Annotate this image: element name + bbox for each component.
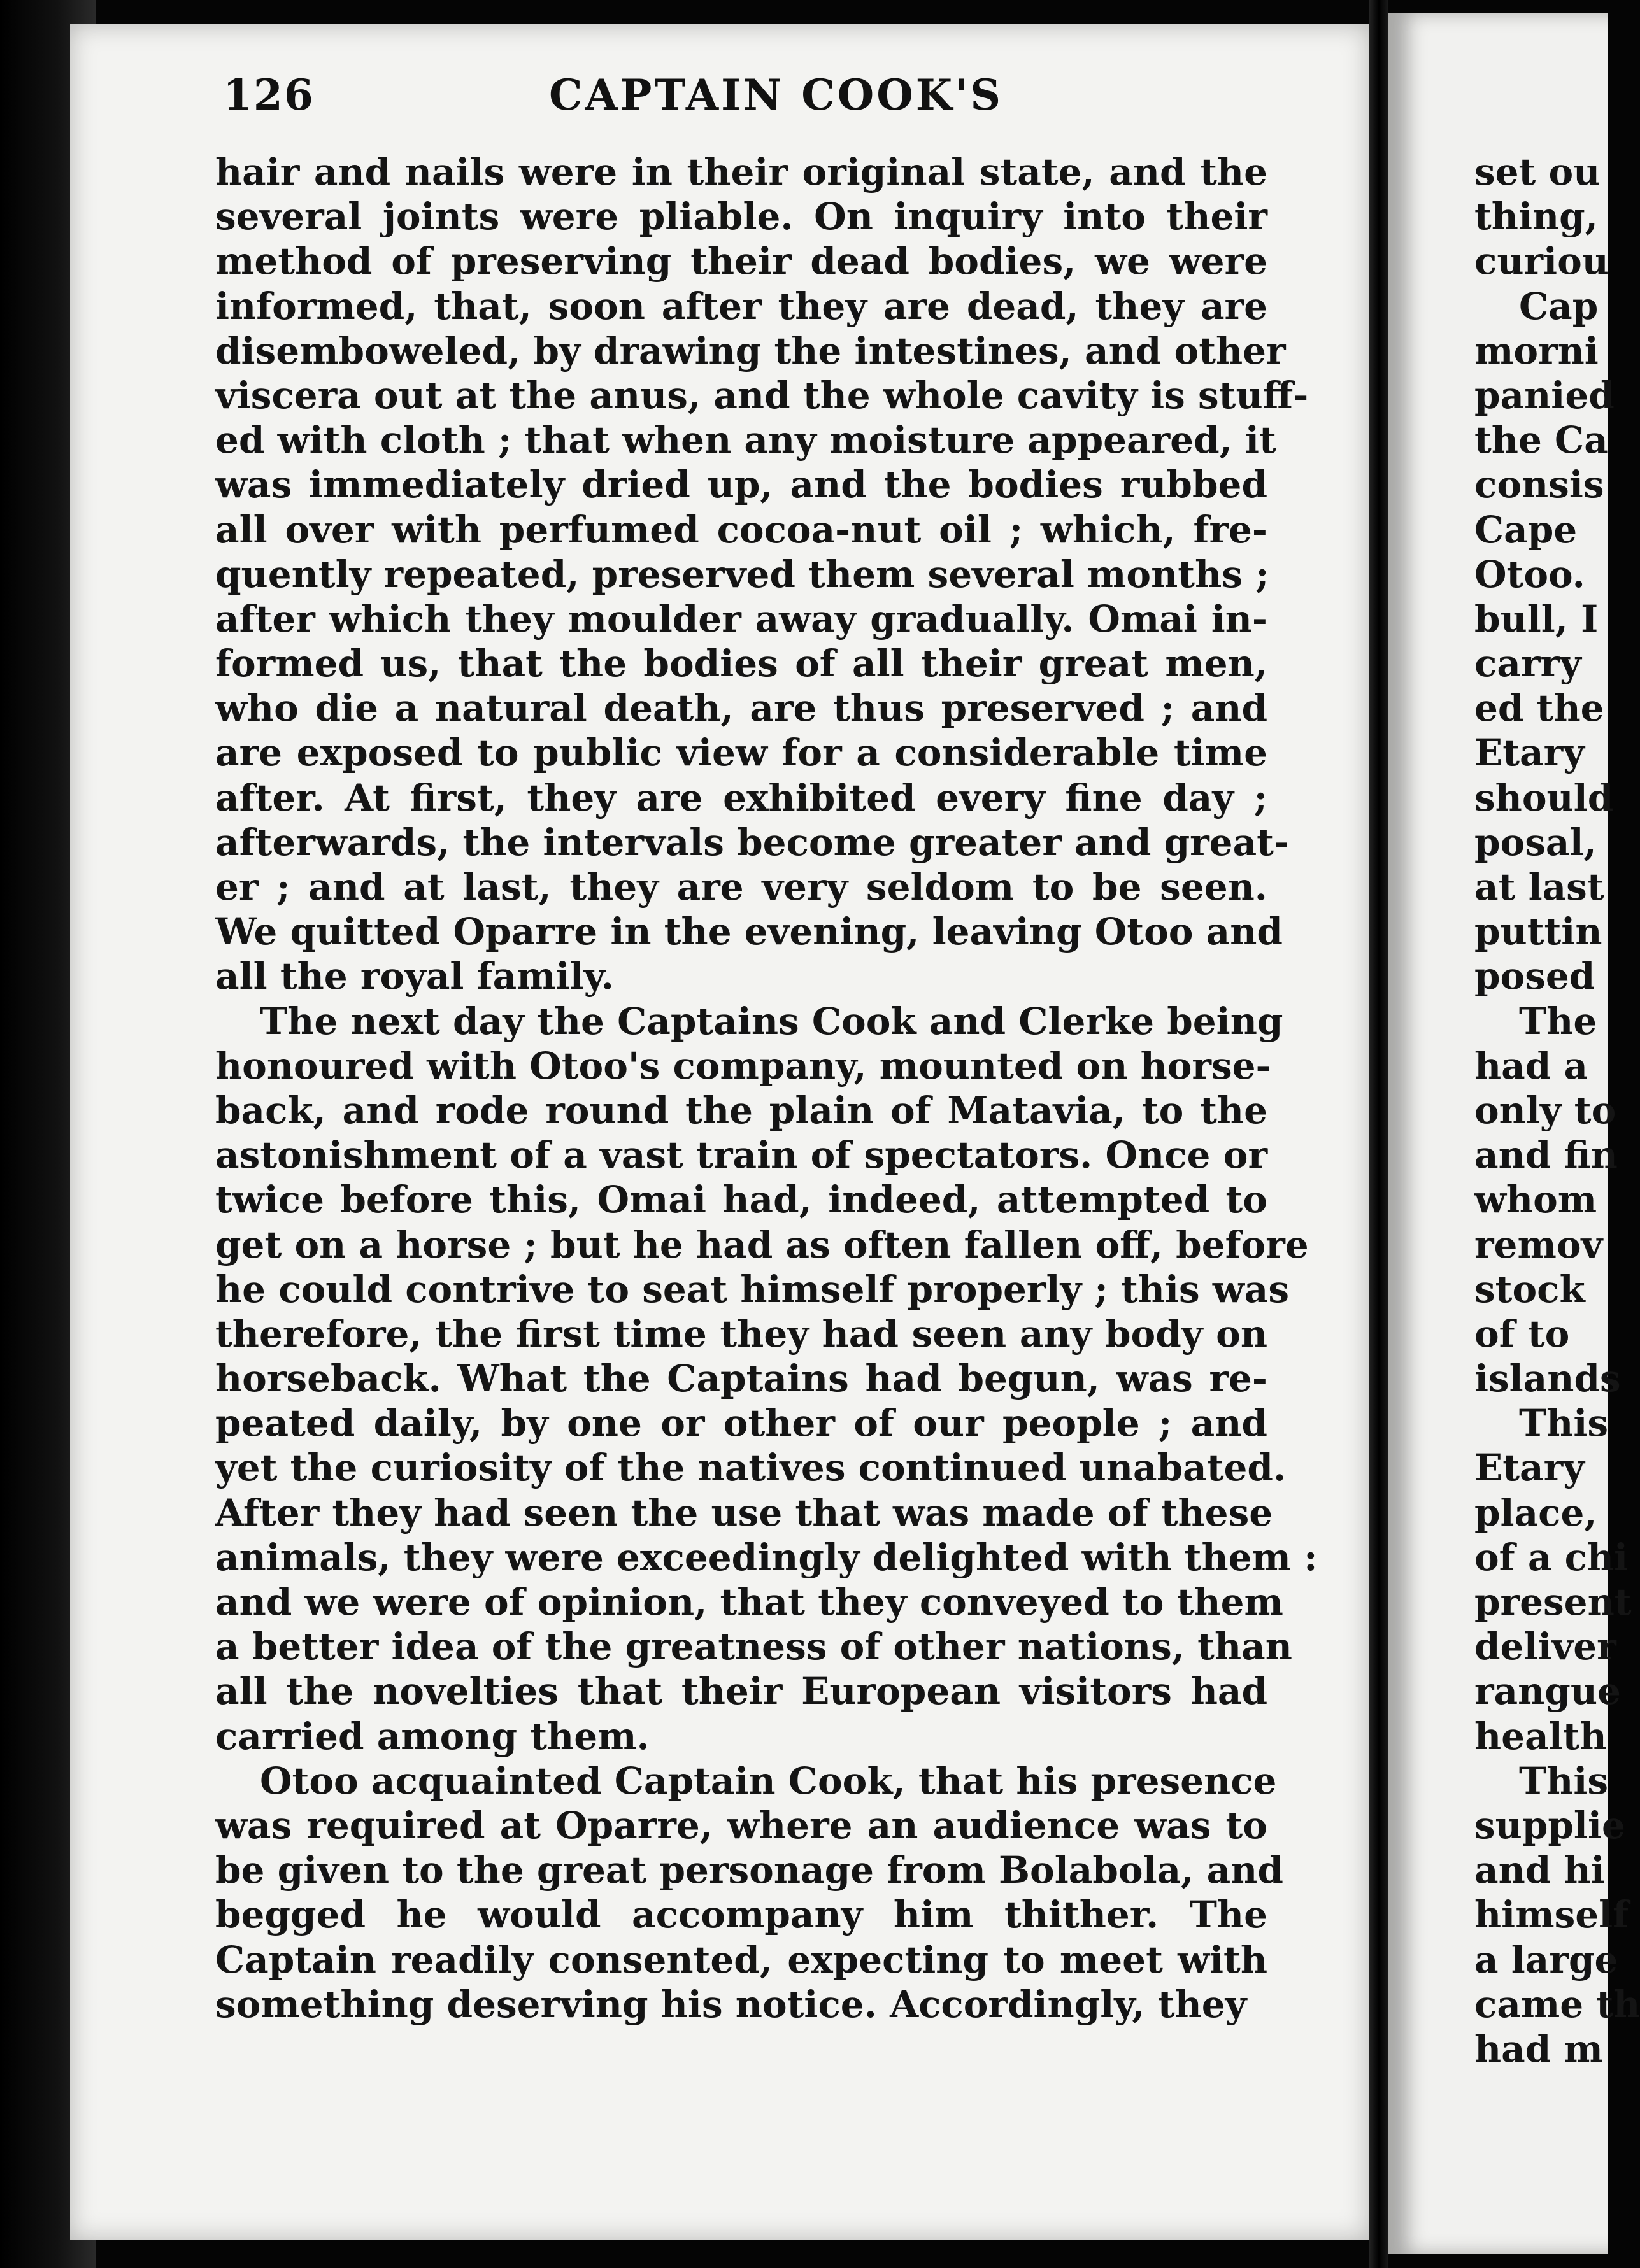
right-text-line: Cape (1474, 507, 1578, 551)
right-text-line: This (1519, 1401, 1609, 1445)
text-line: who die a natural death, are thus preserved ; and (215, 686, 1267, 730)
text-line: horseback. What the Captains had begun, was re- (215, 1357, 1267, 1401)
text-line: was immediately dried up, and the bodies rubbed (215, 463, 1267, 507)
right-text-line: remov (1474, 1223, 1603, 1266)
right-text-line: This (1519, 1759, 1609, 1803)
text-line: therefore, the first time they had seen any body on (215, 1312, 1267, 1356)
text-line: carried among them. (215, 1714, 650, 1758)
right-text-line: Otoo. (1474, 552, 1585, 596)
text-line: quently repeated, preserved them several months ; (215, 552, 1269, 596)
text-line: he could contrive to seat himself properly ; this was (215, 1267, 1289, 1311)
right-text-line: should (1474, 776, 1614, 819)
text-line: back, and rode round the plain of Matavia, to the (215, 1088, 1267, 1132)
right-text-line: consis (1474, 463, 1604, 507)
text-line: after. At first, they are exhibited every fine day ; (215, 776, 1267, 819)
right-text-line: morni (1474, 329, 1599, 372)
right-text-line: set ou (1474, 150, 1601, 194)
right-text-line: rangue (1474, 1669, 1621, 1713)
text-line: are exposed to public view for a considerable time (215, 731, 1267, 775)
right-text-line: present (1474, 1580, 1632, 1624)
running-head (148, 70, 1307, 134)
text-line: disemboweled, by drawing the intestines, and other (215, 329, 1286, 372)
right-text-line: only to (1474, 1088, 1616, 1132)
text-line: be given to the great personage from Bolabola, and (215, 1848, 1283, 1892)
right-text-line: carry (1474, 642, 1581, 686)
right-text-line: curiou (1474, 239, 1609, 283)
right-text-line: supplie (1474, 1803, 1625, 1847)
text-line: We quitted Oparre in the evening, leaving Otoo and (215, 910, 1283, 954)
right-text-line: of to (1474, 1312, 1570, 1356)
text-line: several joints were pliable. On inquiry into their (215, 195, 1267, 239)
text-line: twice before this, Omai had, indeed, attempted to (215, 1178, 1267, 1222)
text-line: all the novelties that their European visitors had (215, 1669, 1267, 1713)
text-line: informed, that, soon after they are dead, they are (215, 284, 1267, 328)
text-line: begged he would accompany him thither. The (215, 1893, 1267, 1937)
text-line: Captain readily consented, expecting to meet with (215, 1938, 1267, 1981)
right-text-line: had a (1474, 1044, 1588, 1088)
text-line: get on a horse ; but he had as often fallen off, before (215, 1223, 1309, 1266)
text-line: a better idea of the greatness of other nations, than (215, 1625, 1292, 1669)
text-line: and we were of opinion, that they conveyed to them (215, 1580, 1283, 1624)
right-text-line: and fin (1474, 1133, 1618, 1177)
right-text-line: Etary (1474, 731, 1585, 775)
right-text-line: and hi (1474, 1848, 1605, 1892)
text-line: peated daily, by one or other of our people ; and (215, 1401, 1267, 1445)
text-line: honoured with Otoo's company, mounted on horse- (215, 1044, 1271, 1088)
page-title: CAPTAIN COOK'S (549, 70, 1004, 120)
right-text-line: Cap (1519, 284, 1599, 328)
text-line: method of preserving their dead bodies, we were (215, 239, 1267, 283)
text-line: yet the curiosity of the natives continued unabated. (215, 1446, 1287, 1490)
text-line: all the royal family. (215, 954, 614, 998)
right-text-line: puttin (1474, 910, 1602, 954)
right-text-line: The (1519, 999, 1597, 1043)
right-text-line: islands (1474, 1357, 1621, 1401)
page-number: 126 (223, 70, 315, 120)
right-page-text (1474, 150, 1640, 2071)
right-text-line: came th (1474, 1982, 1640, 2026)
right-text-line: bull, I (1474, 597, 1599, 641)
right-text-line: posal, (1474, 820, 1597, 864)
text-line: formed us, that the bodies of all their great men, (215, 642, 1267, 686)
right-text-line: at last (1474, 865, 1604, 909)
body-text (215, 150, 1318, 2027)
text-line: er ; and at last, they are very seldom to be seen. (215, 865, 1267, 909)
text-line: Otoo acquainted Captain Cook, that his presence (260, 1759, 1277, 1803)
right-text-line: a large (1474, 1938, 1618, 1981)
text-line: astonishment of a vast train of spectators. Once or (215, 1133, 1267, 1177)
book-gutter (1369, 0, 1388, 2268)
text-line: all over with perfumed cocoa-nut oil ; which, fre- (215, 507, 1267, 551)
right-text-line: Etary (1474, 1446, 1585, 1490)
right-text-line: panied (1474, 373, 1615, 417)
text-line: viscera out at the anus, and the whole cavity is stuff- (215, 373, 1309, 417)
right-text-line: of a chi (1474, 1535, 1629, 1579)
text-line: ed with cloth ; that when any moisture appeared, it (215, 418, 1276, 462)
text-line: afterwards, the intervals become greater and great- (215, 820, 1290, 864)
right-text-line: had m (1474, 2027, 1603, 2071)
right-text-line: place, (1474, 1491, 1597, 1534)
right-text-line: stock (1474, 1267, 1585, 1311)
right-text-line: himself (1474, 1893, 1629, 1937)
text-line: something deserving his notice. Accordingly, they (215, 1982, 1247, 2026)
right-text-line: whom (1474, 1178, 1597, 1222)
text-line: hair and nails were in their original state, and the (215, 150, 1267, 194)
right-text-line: thing, (1474, 195, 1598, 239)
text-line: After they had seen the use that was made of these (215, 1491, 1273, 1534)
text-line: was required at Oparre, where an audience was to (215, 1803, 1267, 1847)
text-line: The next day the Captains Cook and Clerke being (260, 999, 1283, 1043)
right-text-line: health (1474, 1714, 1607, 1758)
right-text-line: the Ca (1474, 418, 1608, 462)
right-text-line: posed (1474, 954, 1595, 998)
text-line: animals, they were exceedingly delighted with them : (215, 1535, 1318, 1579)
text-line: after which they moulder away gradually. Omai in- (215, 597, 1267, 641)
right-text-line: deliver (1474, 1625, 1616, 1669)
right-text-line: ed the (1474, 686, 1604, 730)
